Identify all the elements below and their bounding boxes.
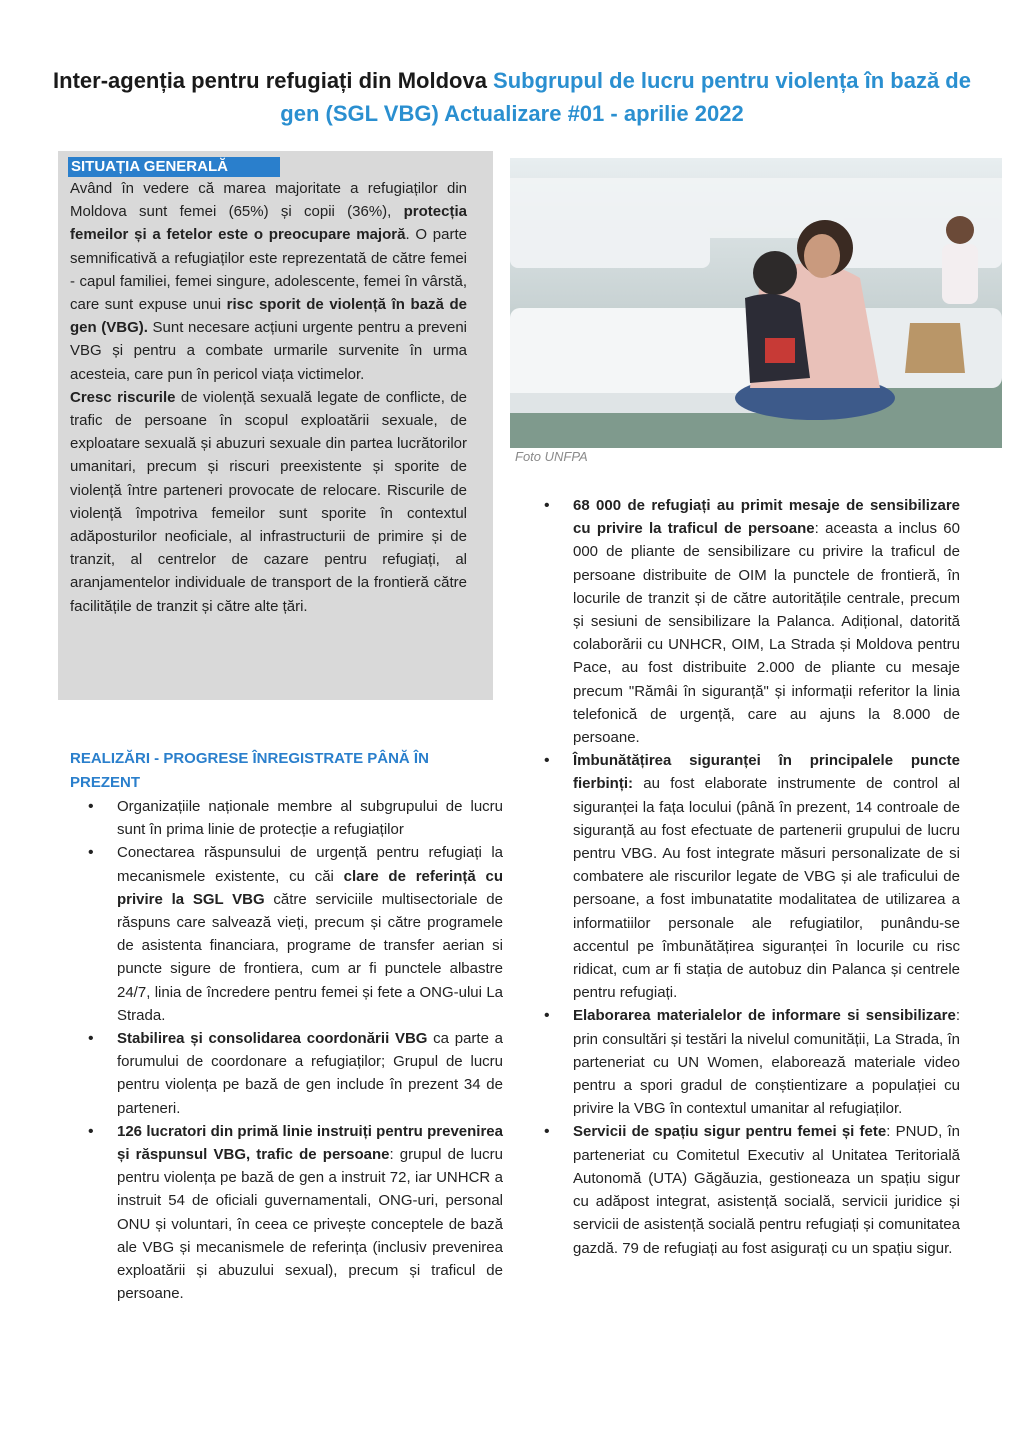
title-agency: Inter-agenția pentru refugiați din Moldova xyxy=(53,68,494,93)
achievements-list-left xyxy=(70,795,503,1305)
list-item: • 68 000 de refugiați au primit mesaje de sensibilizare cu privire la traficul de persoane: aceasta a inclus 60 000 de pliante de sensibilizare cu privire la traficul de persoane distribuite de OIM la punctele de frontieră, în locurile de tranzit și de către autoritățile centrale, precum și sesiuni de sensibilizare la Palanca. Adițional, datorită colaborării cu UNHCR, OIM, La Strada și Moldova pentru Pace, au fost distribuite 2.000 de pliante cu mesaje precum "Rămâi în siguranță" și informații referitor la linia telefonică de urgență, care au ajuns la 8.000 de persoane. xyxy=(526,494,960,749)
list-item: • Servicii de spațiu sigur pentru femei și fete: PNUD, în parteneriat cu Comitetul Executiv al Unitatea Teritorială Autonomă (UTA) Găgăuzia, gestioneaza un spațiu sigur cu adăpost integrat, asistență socială, servicii juridice și servicii de asistență socială pentru refugiați și comunitatea gazdă. 79 de refugiați au fost asigurați cu un spațiu sigur. xyxy=(526,1120,960,1259)
photo-illustration xyxy=(510,158,1002,448)
list-item: • Stabilirea și consolidarea coordonării VBG ca parte a forumului de coordonare a refugiaților; Grupul de lucru pentru violența pe bază de gen include în prezent 34 de parteneri. xyxy=(70,1027,503,1120)
situation-paragraph-2: Cresc riscurile de violență sexuală legate de conflicte, de trafic de persoane în scopul exploatării sexuale, de exploatare sexuală și abuzuri sexuale din partea lucrătorilor umanitari, precum și riscuri preexistente și sporite de violență între parteneri provocate de relocare. Riscurile de violență împotriva femeilor sunt sporite în contextul adăposturilor neoficiale, al infrastructurii de primire și de tranzit, al centrelor de cazare pentru refugiați, al aranjamentelor individuale de transport de la frontieră către facilitățile de tranzit și către alte țări. xyxy=(70,388,467,615)
title-subgroup: Subgrupul de lucru pentru violența în bază de gen (SGL VBG) Actualizare #01 - aprilie 2022 xyxy=(280,68,971,126)
list-item: • Îmbunătățirea siguranței în principalele puncte fierbinți: au fost elaborate instrumente de control al siguranței la fața locului (până în prezent, 14 controale de siguranță au fost efectuate de partenerii grupului de lucru pentru VBG. Au fost integrate măsuri personalizate de si combatere ale riscurilor legate de VBG și ale traficului de persoane, a fost imbunatatite modalitatea de utilizarea a informatiilor personale ale refugiatilor, punându-se accentul pe îmbunătățirea siguranței în locurile cu risc ridicat, cum ar fi stația de autobuz din Palanca și centrele pentru refugiați. xyxy=(526,749,960,1004)
list-item: • Organizațiile naționale membre al subgrupului de lucru sunt în prima linie de protecție a refugiaților xyxy=(70,795,503,841)
general-situation-heading: SITUAȚIA GENERALĂ xyxy=(68,157,280,177)
list-item: • Elaborarea materialelor de informare si sensibilizare: prin consultări și testări la nivelul comunității, La Strada, în parteneriat cu UN Women, elaborează materiale video pentru a spori gradul de conștientizare a populației cu privire la VBG în contextul umanitar al refugiaților. xyxy=(526,1004,960,1120)
achievements-list-right xyxy=(526,494,960,1260)
achievements-heading: REALIZĂRI - PROGRESE ÎNREGISTRATE PÂNĂ ÎN PREZENT xyxy=(70,750,429,791)
general-situation-text xyxy=(70,177,467,618)
photo-caption: Foto UNFPA xyxy=(515,449,588,464)
refugee-photo xyxy=(510,158,1002,448)
document-title xyxy=(40,64,984,130)
situation-paragraph-1: Având în vedere că marea majoritate a refugiaților din Moldova sunt femei (65%) și copii (36%), protecția femeilor și a fetelor este o preocupare majoră. O parte semnificativă a refugiaților este reprezentată de către femei - capul familiei, femei singure, adolescente, femei în vârstă, care sunt expuse unui risc sporit de violență în bază de gen (VBG). Sunt necesare acțiuni urgente pentru a preveni VBG și pentru a combate urmarile survenite în urma acesteia, care pun în pericol viața victimelor. xyxy=(70,180,467,383)
list-item: • Conectarea răspunsului de urgență pentru refugiați la mecanismele existente, cu căi clare de referință cu privire la SGL VBG către serviciile multisectoriale de răspuns care salvează vieți, precum și către programele de asistenta financiara, programe de transfer aerian si puncte sigure de frontiera, cum ar fi punctele albastre 24/7, linia de încredere pentru femei și fete a ONG-ului La Strada. xyxy=(70,841,503,1027)
list-item: • 126 lucratori din primă linie instruiți pentru prevenirea și răspunsul VBG, trafic de persoane: grupul de lucru pentru violența pe bază de gen a instruit 72, iar UNHCR a instruit 54 de oficiali guvernamentali, ONG-uri, personal ONU și voluntari, în ceea ce privește conceptele de bază ale VBG și mecanismele de referința (inclusiv prevenirea exploatării și abuzului sexual), precum și traficul de persoane. xyxy=(70,1120,503,1306)
